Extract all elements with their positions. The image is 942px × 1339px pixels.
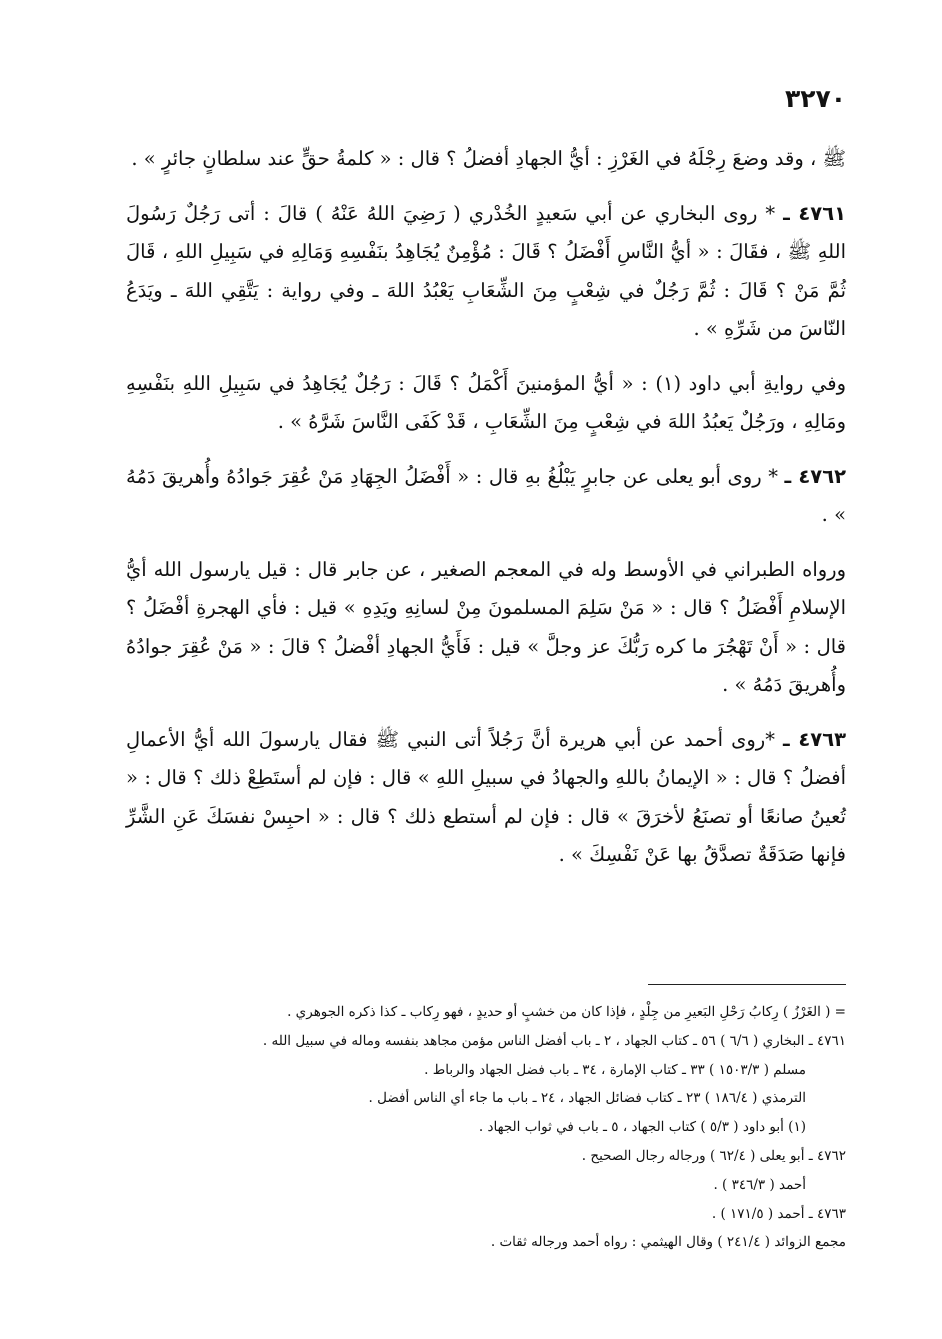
paragraph-text: وفي روايةِ أبي داود (١) : « أيُّ المؤمنينَ أَكْمَلُ ؟ قَالَ : رَجُلٌ يُجَاهِدُ في سَبِيلِ اللهِ بنَفْسِهِ ومَالِهِ ، ورَجُلٌ يَعبُدُ اللهَ في شِعْبٍ مِنَ الشِّعَابِ ، قَدْ كَفَى النَّاسَ شَرَّهُ » .: [126, 371, 846, 433]
footnotes: [126, 998, 846, 1257]
paragraph-text: * روى البخاري عن أبي سَعيدٍ الخُدْري ( رَضِيَ اللهُ عَنْهُ ) قالَ : أتى رَجُلٌ رَسُولَ اللهِ ﷺ ، فقَالَ : « أيُّ النَّاسِ أَفْضَلُ ؟ قَالَ : مُؤْمِنٌ يُجَاهِدُ بنَفْسِهِ وَمَالِهِ في سَبِيلِ اللهِ ، قَالَ ثُمَّ مَنْ ؟ قَالَ : ثُمَّ رَجُلٌ في شِعْبٍ مِنَ الشِّعَابِ يَعْبُدُ اللهَ ـ وفي رواية : يَتَّقِي اللهَ ـ ويَدَعُ النّاسَ من شَرِّهِ » .: [126, 201, 846, 340]
paragraph-text: ﷺ ، وقد وضعَ رِجْلَهُ في الغَرْزِ : أيُّ الجهادِ أفضلُ ؟ قال : « كلمةُ حقٍّ عند سلطانٍ جائرٍ » .: [131, 147, 846, 170]
paragraph-continuation: [126, 140, 846, 179]
main-text: [126, 140, 846, 891]
hadith-number: ٤٧٦٣ ـ: [783, 727, 846, 751]
footnote-line: ٤٧٦٣ ـ أحمد ( ١٧١/٥ ) .: [711, 1205, 846, 1222]
footnote-line: مجمع الزوائد ( ٢٤١/٤ ) وقال الهيثمي : رواه أحمد ورجاله ثقات .: [490, 1234, 846, 1251]
footnote-line: الترمذي ( ١٨٦/٤ ) ٢٣ ـ كتاب فضائل الجهاد ، ٢٤ ـ باب ما جاء أي الناس أفضل .: [368, 1090, 806, 1107]
hadith-number: ٤٧٦١ ـ: [783, 201, 846, 225]
page-number: ٣٢٧٠: [784, 84, 846, 113]
footnote-line: مسلم ( ١٥٠٣/٣ ) ٣٣ ـ كتاب الإمارة ، ٣٤ ـ باب فضل الجهاد والرباط .: [424, 1061, 806, 1078]
footnote-line: = ( الغَرْزُ ) رِكابُ رَحْلِ البَعيرِ من جِلْدٍ ، فإذا كان من خشبٍ أو حديدٍ ، فهو رِكاب ـ كذا ذكره الجوهري .: [287, 1004, 846, 1020]
paragraph-text: * روى أبو يعلى عن جابرٍ يَبْلُغُ بهِ قال : « أَفْضَلُ الجِهَادِ مَنْ عُقِرَ جَوادُهُ وأُهريقَ دَمُهُ » .: [126, 464, 846, 526]
footnote-divider: [648, 984, 846, 985]
hadith-4763: [126, 721, 846, 875]
footnote-line: ٤٧٦٢ ـ أبو يعلى ( ٦٢/٤ ) ورجاله رجال الصحيح .: [581, 1147, 846, 1164]
hadith-number: ٤٧٦٢ ـ: [784, 464, 846, 488]
footnote-line: أحمد ( ٣٤٦/٣ ) .: [713, 1176, 806, 1193]
hadith-4762: [126, 458, 846, 535]
footnote-line: ٤٧٦١ ـ البخاري ( ٦/٦ ) ٥٦ ـ كتاب الجهاد ، ٢ ـ باب أفضل الناس مؤمن مجاهد بنفسه وماله في سبيل الله .: [262, 1032, 846, 1049]
hadith-4761: [126, 195, 846, 349]
tabarani-narration: [126, 551, 846, 705]
abu-dawud-narration: [126, 365, 846, 442]
paragraph-text: ورواه الطبراني في الأوسط وله في المعجم الصغير ، عن جابر قال : قيل يارسول الله أيُّ الإسلامِ أَفْضَلُ ؟ قال : « مَنْ سَلِمَ المسلمونَ مِنْ لسانِهِ ويَدِهِ » قيل : فأي الهجرةِ أفْضَلُ ؟ قال : « أَنْ تَهْجُرَ ما كره رَبُّكَ عز وجلَّ » قيل : فَأَيُّ الجهادِ أفْضلُ ؟ قالَ : « مَنْ عُقِرَ جوادُهُ وأُهريقَ دَمُهُ » .: [126, 557, 846, 696]
paragraph-text: *روى أحمد عن أبي هريرة أنَّ رَجُلاً أتى النبي ﷺ فقال يارسولَ الله أيُّ الأعمالِ أفضلُ ؟ قال : « الإيمانُ باللهِ والجهادُ في سبيلِ اللهِ » قال : فإن لم أستَطِعْ ذلك ؟ قال : « تُعينُ صانعًا أو تصنَعُ لأخرَقَ » قال : فإن لم أستطع ذلك ؟ قال : « احبِسْ نفسَكَ عَنِ الشَّرِّ فإنها صَدَقَةٌ تصدَّقُ بها عَنْ نَفْسِكَ » .: [126, 727, 846, 866]
footnote-line: (١) أبو داود ( ٥/٣ ) كتاب الجهاد ، ٥ ـ باب في ثواب الجهاد .: [478, 1119, 806, 1136]
